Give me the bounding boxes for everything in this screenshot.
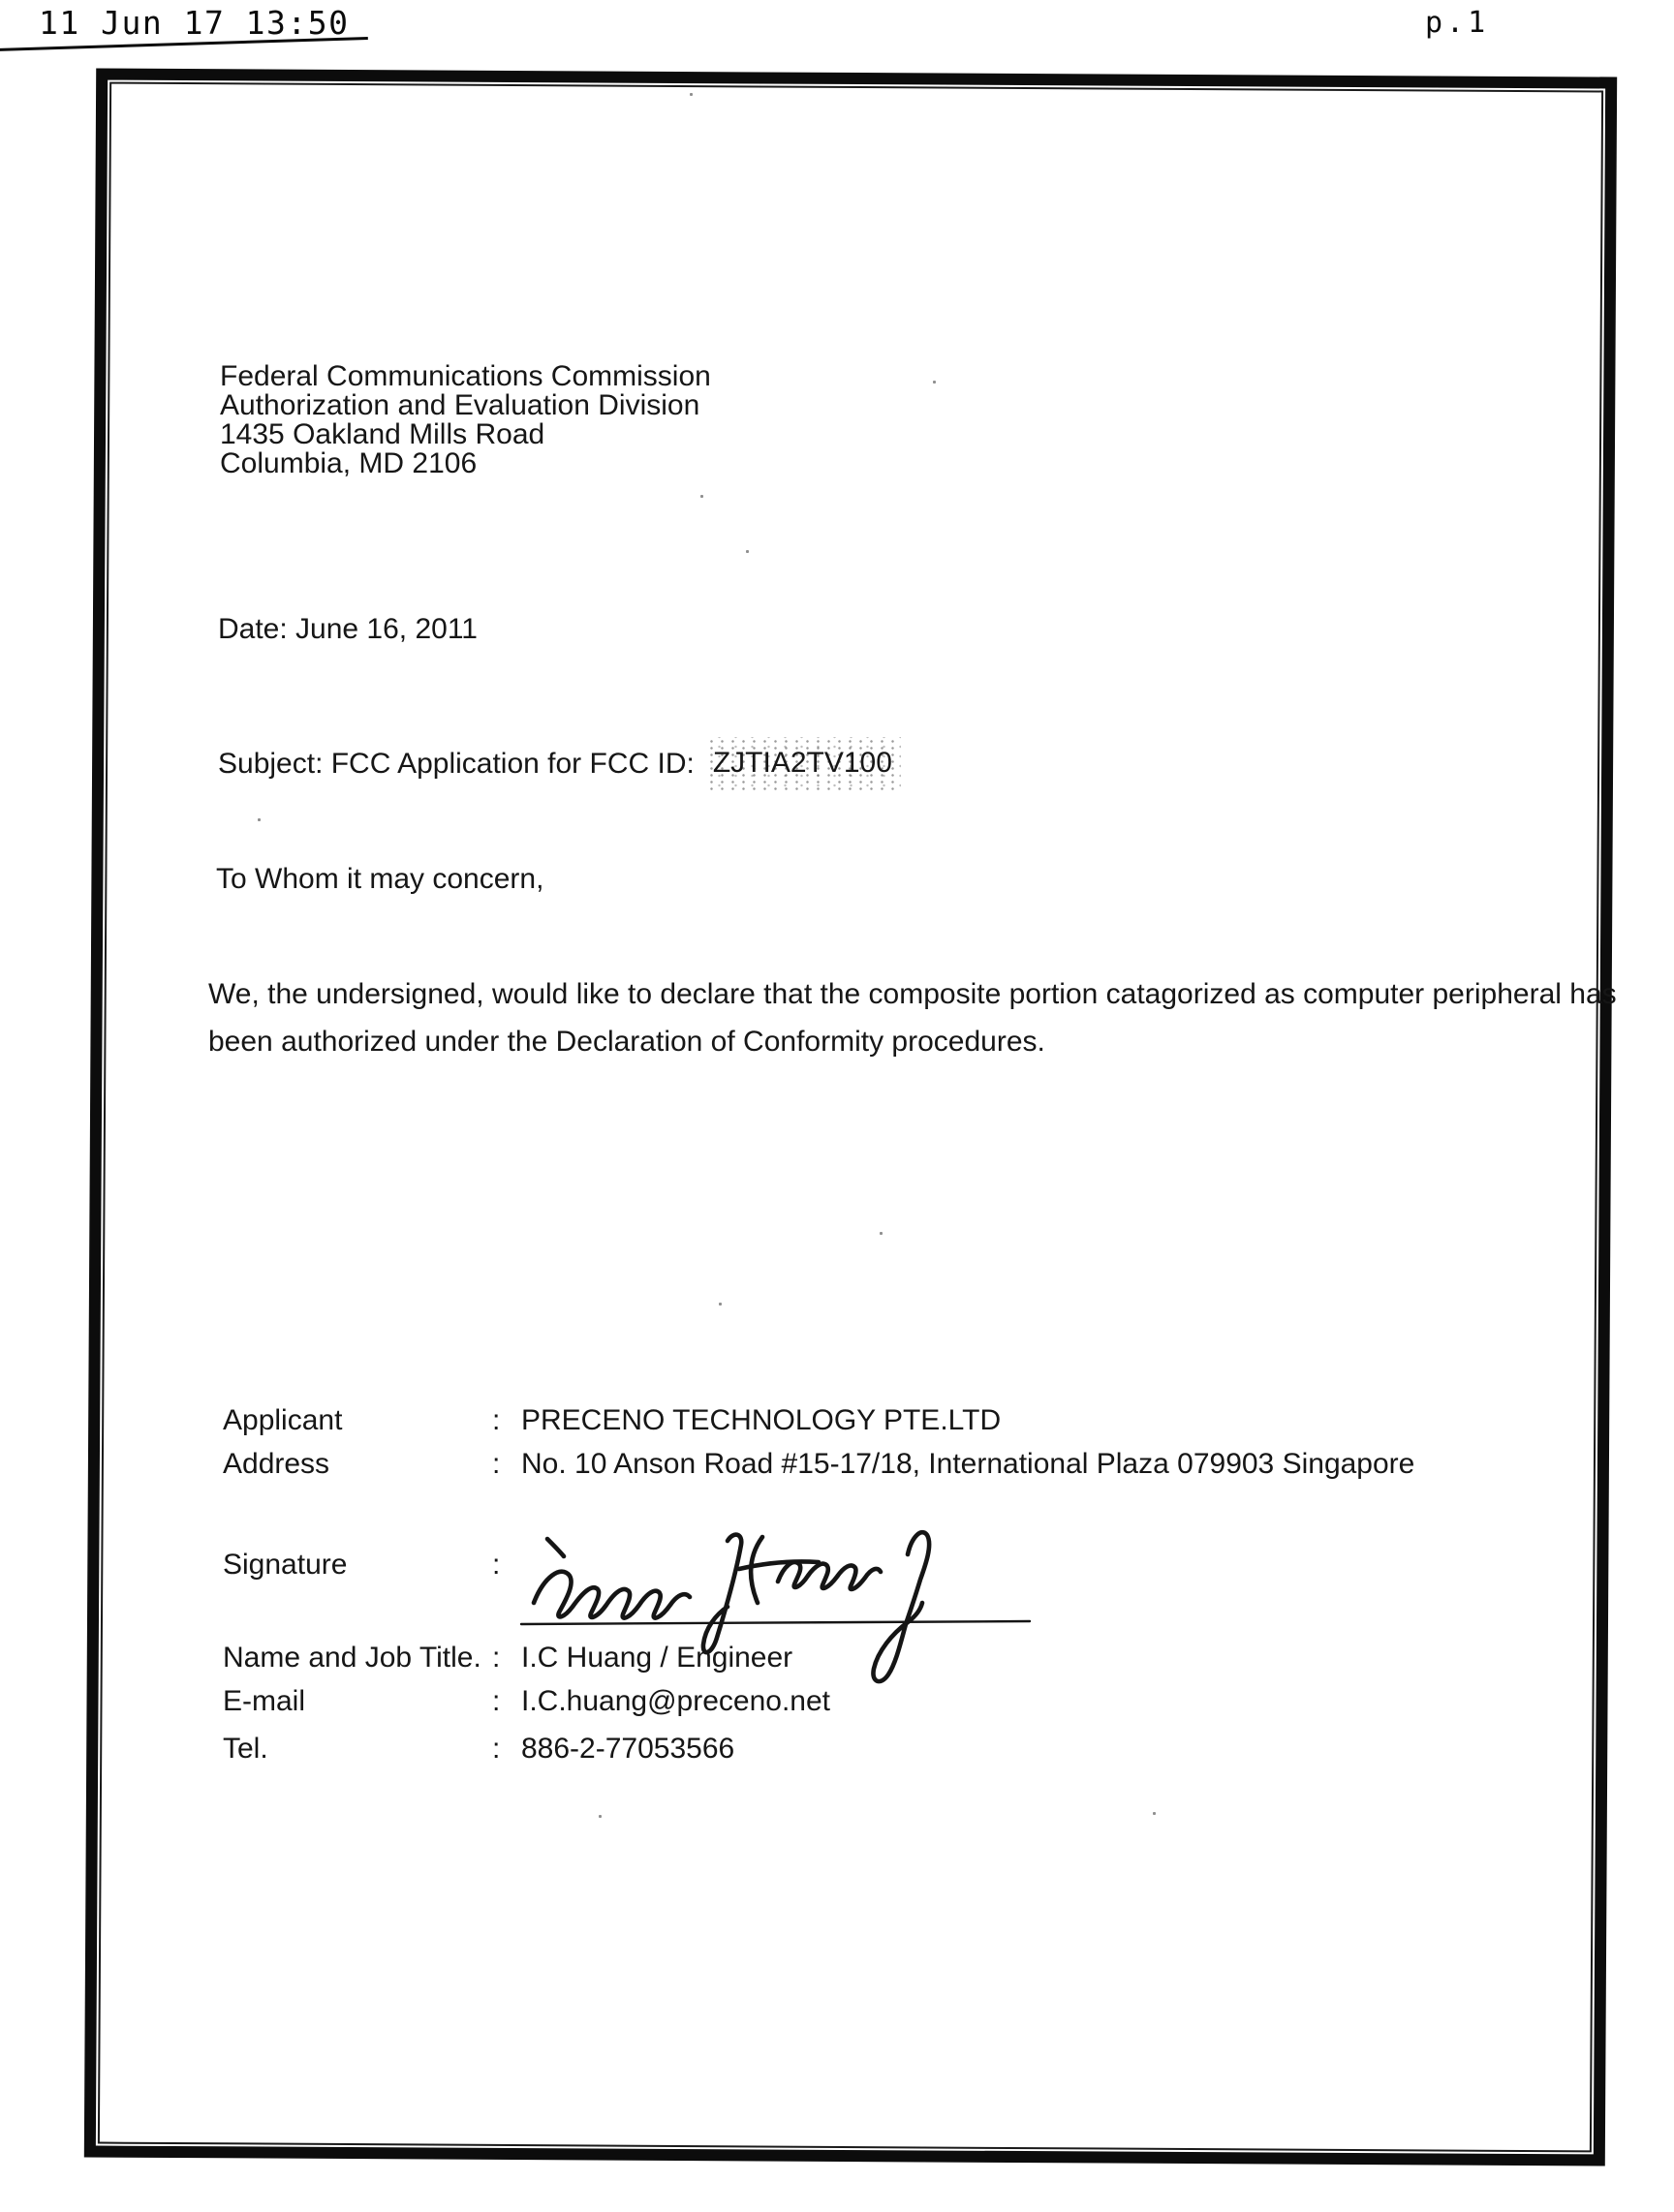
detail-label: E-mail xyxy=(223,1685,306,1717)
salutation: To Whom it may concern, xyxy=(216,863,544,895)
date-line: Date: June 16, 2011 xyxy=(218,613,478,645)
detail-label: Name and Job Title. xyxy=(223,1642,481,1674)
detail-colon: : xyxy=(492,1642,501,1674)
detail-value: 886-2-77053566 xyxy=(521,1733,735,1765)
fcc-id-patched-area xyxy=(704,737,901,790)
fax-page-number: p.1 xyxy=(1425,6,1490,40)
detail-colon: : xyxy=(492,1685,501,1717)
subject-line xyxy=(218,737,901,790)
scan-speck xyxy=(719,1303,722,1306)
detail-colon: : xyxy=(492,1733,501,1765)
scan-speck xyxy=(690,93,693,96)
detail-label: Signature xyxy=(223,1549,348,1581)
detail-label: Address xyxy=(223,1448,330,1480)
signature-area xyxy=(518,1516,1032,1709)
body-paragraph xyxy=(208,970,1642,1065)
detail-label: Tel. xyxy=(223,1733,268,1765)
fax-timestamp: 11 Jun 17 13:50 xyxy=(39,4,350,42)
scan-speck xyxy=(933,381,936,384)
scan-speck xyxy=(258,818,261,821)
detail-label: Applicant xyxy=(223,1404,343,1436)
recipient-line: Authorization and Evaluation Division xyxy=(220,389,700,421)
signature-handwriting xyxy=(534,1532,929,1681)
recipient-line: Columbia, MD 2106 xyxy=(220,447,478,479)
detail-row-applicant xyxy=(0,1404,1674,1443)
recipient-line: 1435 Oakland Mills Road xyxy=(220,418,545,450)
detail-row-tel xyxy=(0,1733,1674,1771)
detail-value: PRECENO TECHNOLOGY PTE.LTD xyxy=(521,1404,1002,1436)
scan-speck xyxy=(700,495,703,498)
body-line: We, the undersigned, would like to declare that the composite portion catagorized as computer peripheral has xyxy=(208,978,1617,1010)
scan-speck xyxy=(1153,1812,1156,1815)
signature-line xyxy=(521,1621,1030,1624)
recipient-line: Federal Communications Commission xyxy=(220,360,711,392)
recipient-address-block xyxy=(220,362,711,478)
body-line: been authorized under the Declaration of Conformity procedures. xyxy=(208,1026,1045,1058)
detail-value: No. 10 Anson Road #15-17/18, International Plaza 079903 Singapore xyxy=(521,1448,1415,1480)
scan-speck xyxy=(599,1815,602,1818)
detail-colon: : xyxy=(492,1404,501,1436)
detail-colon: : xyxy=(492,1549,501,1581)
fcc-id-value: ZJTIA2TV100 xyxy=(712,747,892,779)
detail-row-address xyxy=(0,1448,1674,1487)
detail-colon: : xyxy=(492,1448,501,1480)
detail-value: I.C Huang / Engineer xyxy=(521,1642,793,1674)
scan-speck xyxy=(880,1232,883,1235)
subject-prefix: Subject: FCC Application for FCC ID: xyxy=(218,747,695,780)
scan-speck xyxy=(746,550,749,553)
detail-value: I.C.huang@preceno.net xyxy=(521,1685,830,1717)
